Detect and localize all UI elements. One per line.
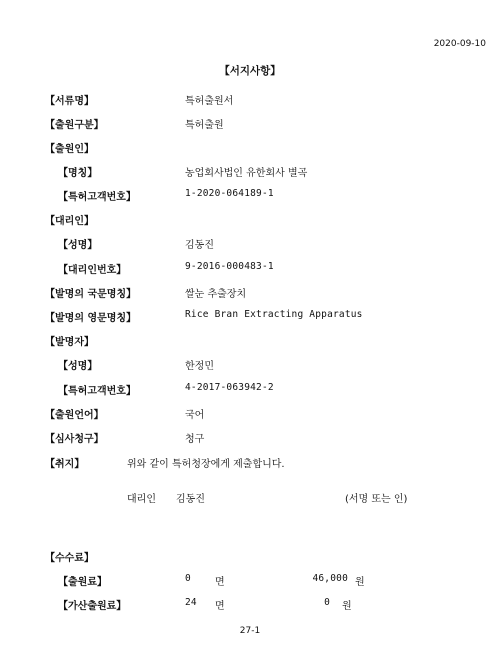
fee-unit-additional-application: 면 [215, 601, 225, 612]
row-label-agent-name: 【성명】 [58, 240, 98, 251]
row-value-invention-title-english: Rice Bran Extracting Apparatus [185, 309, 363, 320]
row-value-invention-title-korean: 쌀눈 추출장치 [185, 289, 247, 300]
row-value-document-name: 특허출원서 [185, 96, 234, 107]
row-label-applicant-customer-number: 【특허고객번호】 [58, 192, 136, 203]
row-value-inventor-name: 한정민 [185, 361, 214, 372]
fee-count-application: 0 [185, 573, 191, 584]
fee-count-additional-application: 24 [185, 597, 197, 608]
signature-role: 대리인 [127, 494, 156, 505]
fee-amount-additional-application: 0 [324, 597, 330, 608]
row-value-applicant-customer-number: 1-2020-064189-1 [185, 188, 274, 199]
row-label-application-language: 【출원언어】 [45, 410, 104, 421]
row-value-agent-name: 김동진 [185, 240, 214, 251]
purpose-label: 【취지】 [45, 459, 85, 470]
row-label-applicant-name: 【명칭】 [58, 168, 98, 179]
row-label-inventor: 【발명자】 [45, 337, 94, 348]
row-label-examination-request: 【심사청구】 [45, 434, 104, 445]
fee-amount-application: 46,000 [312, 573, 348, 584]
row-value-application-type: 특허출원 [185, 120, 224, 131]
fee-label-additional-application: 【가산출원료】 [58, 601, 127, 612]
row-value-application-language: 국어 [185, 410, 205, 421]
row-value-examination-request: 청구 [185, 434, 205, 445]
row-label-inventor-customer-number: 【특허고객번호】 [58, 386, 136, 397]
signature-name: 김동진 [176, 494, 205, 505]
row-label-invention-title-korean: 【발명의 국문명칭】 [45, 289, 137, 300]
row-label-agent-number: 【대리인번호】 [58, 265, 127, 276]
row-value-applicant-name: 농업회사법인 유한회사 별곡 [185, 168, 308, 179]
row-label-agent: 【대리인】 [45, 216, 94, 227]
fee-currency-additional-application: 원 [342, 601, 352, 612]
fee-label-application: 【출원료】 [58, 577, 107, 588]
fees-label: 【수수료】 [45, 553, 94, 564]
signature-note: (서명 또는 인) [345, 494, 408, 505]
document-title: 【서지사항】 [219, 65, 281, 77]
row-value-agent-number: 9-2016-000483-1 [185, 261, 274, 272]
row-label-application-type: 【출원구분】 [45, 120, 104, 131]
page-number: 27-1 [239, 626, 261, 636]
fee-unit-application: 면 [215, 577, 225, 588]
row-label-inventor-name: 【성명】 [58, 361, 98, 372]
row-label-invention-title-english: 【발명의 영문명칭】 [45, 313, 137, 324]
document-date: 2020-09-10 [433, 39, 486, 49]
row-value-inventor-customer-number: 4-2017-063942-2 [185, 382, 274, 393]
row-label-applicant: 【출원인】 [45, 144, 94, 155]
purpose-text: 위와 같이 특허청장에게 제출합니다. [127, 459, 285, 470]
fee-currency-application: 원 [355, 577, 365, 588]
row-label-document-name: 【서류명】 [45, 96, 94, 107]
